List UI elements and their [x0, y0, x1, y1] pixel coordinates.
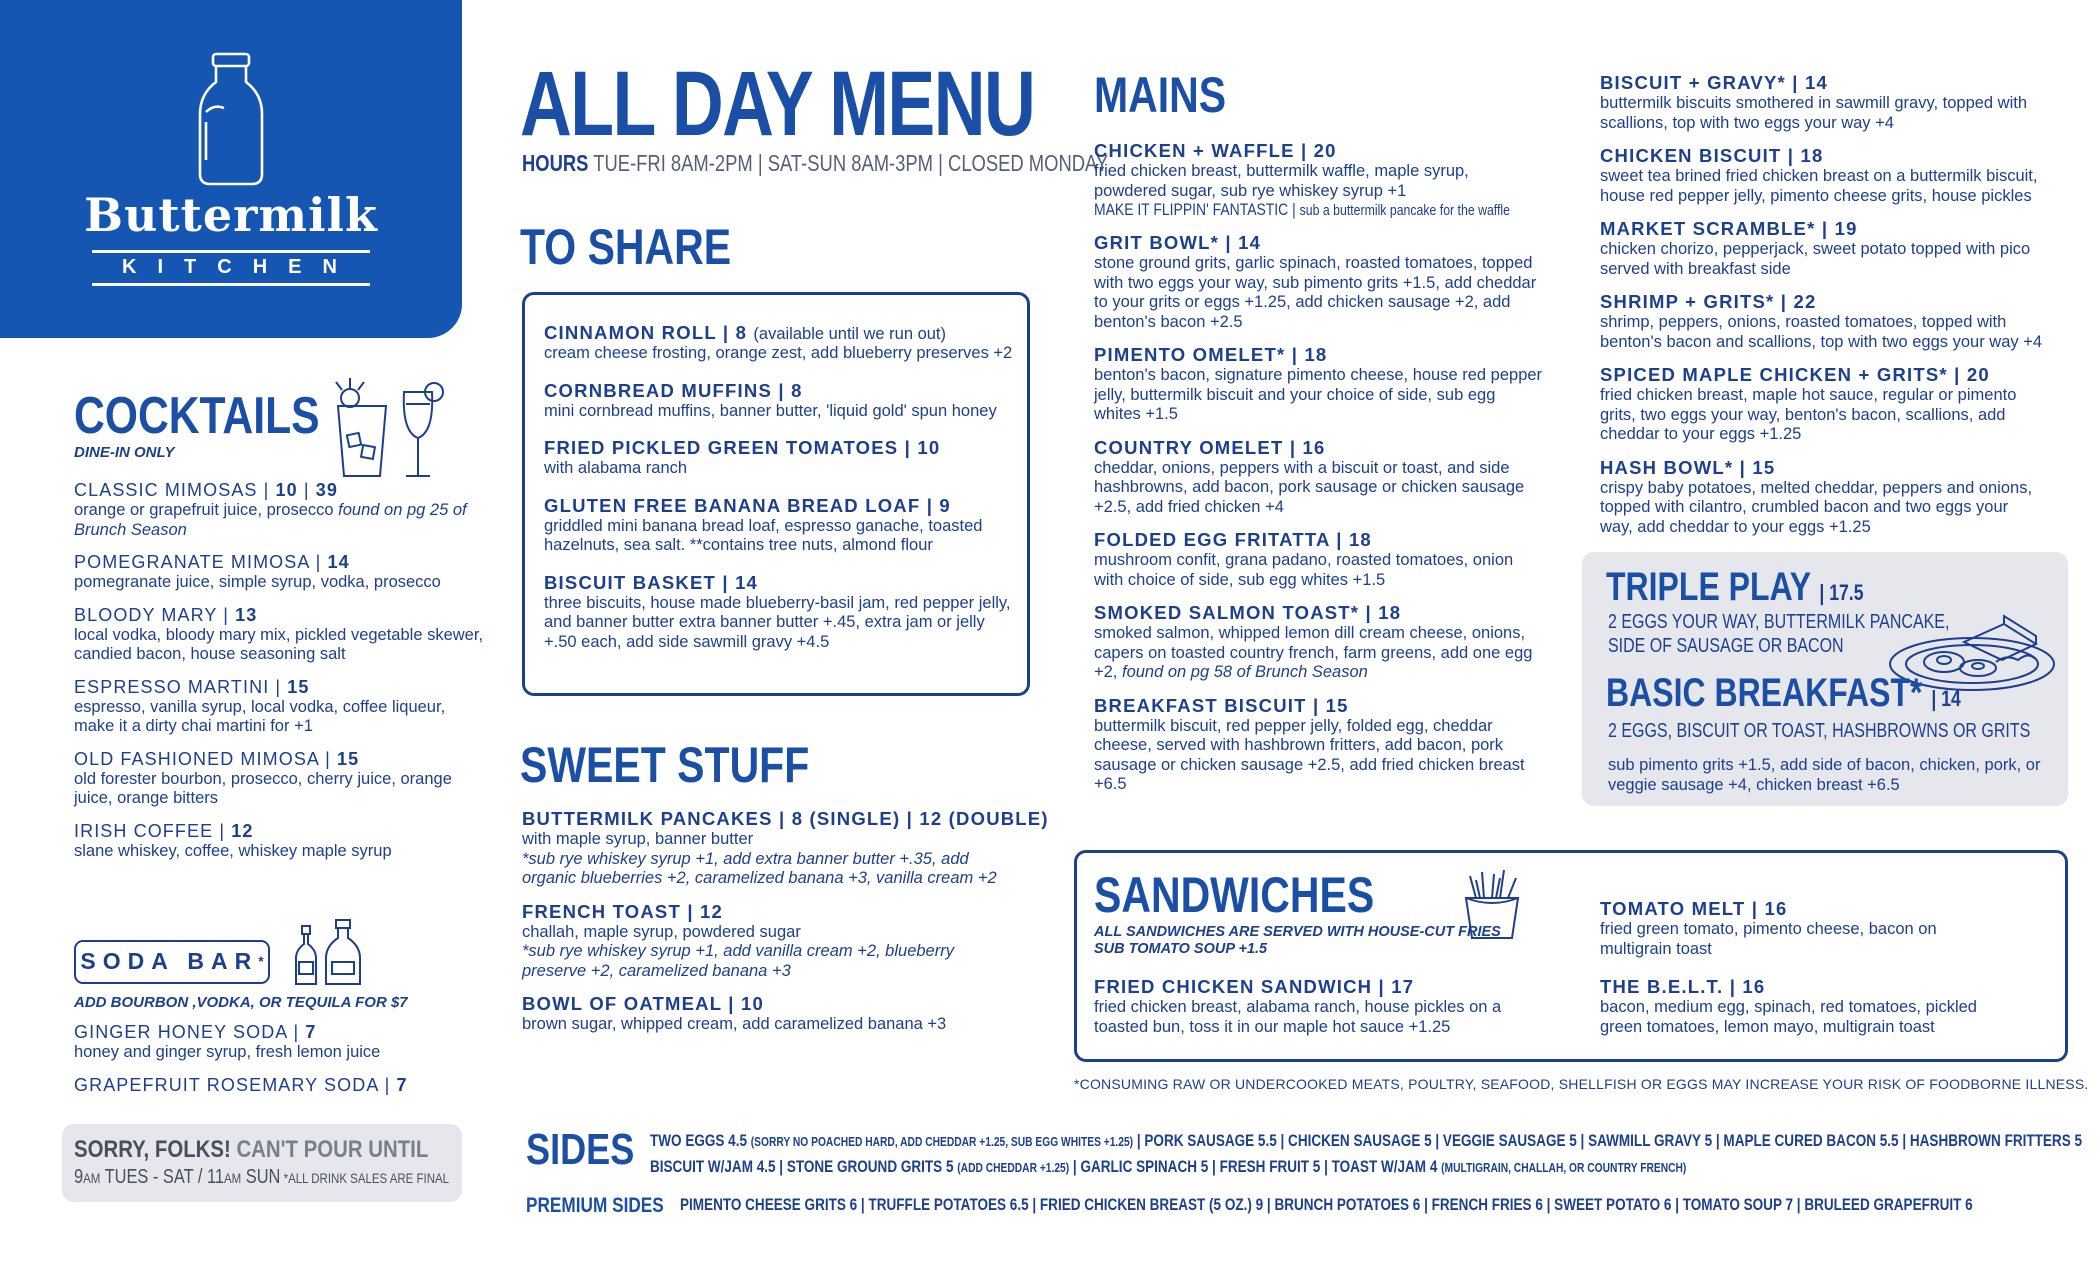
to-share-title: TO SHARE	[520, 219, 732, 275]
brand-sub: KITCHEN	[92, 250, 370, 286]
bottles-icon	[292, 918, 368, 988]
triple-play-title: TRIPLE PLAY	[1606, 565, 1811, 609]
list-item: IRISH COFFEE | 12 slane whiskey, coffee, whiskey maple syrup	[74, 820, 392, 860]
mains2-list	[1600, 72, 2045, 537]
list-item: CLASSIC MIMOSAS | 10 | 39 orange or grapefruit juice, prosecco found on pg 25 of Brunch Season	[74, 480, 467, 539]
list-item: FOLDED EGG FRITATTA | 18 mushroom confit, grana padano, roasted tomatoes, onion with choice of side, sub egg whites +1.5	[1094, 529, 1514, 589]
triple-play-price: 17.5	[1829, 580, 1864, 605]
list-item: CHICKEN BISCUIT | 18 sweet tea brined fried chicken breast on a buttermilk biscuit, house red pepper jelly, pimento cheese grits, house pickles	[1600, 145, 2038, 205]
cocktails-subtitle: DINE-IN ONLY	[74, 444, 175, 461]
brand-name: Buttermilk	[84, 188, 378, 242]
cocktail-glasses-icon	[328, 376, 446, 480]
premium-sides-line: PIMENTO CHEESE GRITS 6 | TRUFFLE POTATOES 6.5 | FRIED CHICKEN BREAST (5 OZ.) 9 | BRUNCH POTATOES 6 | FRENCH FRIES 6 | SWEET POTATO 6 | TOMATO SOUP 7 | BRULEED GRAPEFRUIT 6	[680, 1196, 1973, 1214]
hours-closed: CLOSED MONDAY	[948, 150, 1109, 176]
sandwiches-title: SANDWICHES	[1094, 867, 1375, 923]
sweet-stuff-title: SWEET STUFF	[520, 737, 810, 793]
list-item: COUNTRY OMELET | 16 cheddar, onions, peppers with a biscuit or toast, and side hashbrowns, add bacon, pork sausage or chicken sausage +2.5, add fried chicken +4	[1094, 436, 1525, 516]
menu-title-wrap	[520, 53, 1179, 155]
basic-breakfast-sub: sub pimento grits +1.5, add side of bacon, chicken, pork, or veggie sausage +4, chicken breast +6.5	[1608, 756, 2041, 794]
sandwiches-note: ALL SANDWICHES ARE SERVED WITH HOUSE-CUT FRIES	[1094, 924, 1501, 940]
list-item: BOWL OF OATMEAL | 10 brown sugar, whipped cream, add caramelized banana +3	[522, 993, 947, 1033]
list-item: BISCUIT BASKET | 14 three biscuits, house made blueberry-basil jam, red pepper jelly, and banner butter extra banner butter +.45, extra jam or jelly +.50 each, add side sawmill gravy +4.5	[544, 571, 1011, 651]
list-item: HASH BOWL* | 15 crispy baby potatoes, melted cheddar, peppers and onions, topped with cilantro, crumbled bacon and two eggs your way, add cheddar to your eggs +1.25	[1600, 456, 2033, 536]
basic-breakfast-title: BASIC BREAKFAST*	[1606, 671, 1923, 715]
premium-sides-title: PREMIUM SIDES	[526, 1194, 664, 1217]
list-item: OLD FASHIONED MIMOSA | 15 old forester bourbon, prosecco, cherry juice, orange juice, orange bitters	[74, 748, 452, 807]
list-item: SHRIMP + GRITS* | 22 shrimp, peppers, onions, roasted tomatoes, topped with benton's bacon and scallions, top with two eggs your way +4	[1600, 291, 2043, 351]
foodborne-disclaimer: *CONSUMING RAW OR UNDERCOOKED MEATS, POULTRY, SEAFOOD, SHELLFISH OR EGGS MAY INCREASE YOUR RISK OF FOODBORNE ILLNESS.	[1074, 1076, 2089, 1092]
mains-list	[1094, 140, 1544, 795]
list-item: THE B.E.L.T. | 16 bacon, medium egg, spinach, red tomatoes, pickled green tomatoes, lemon mayo, multigrain toast	[1600, 976, 1977, 1036]
milk-bottle-icon	[196, 52, 266, 187]
sides-title: SIDES	[526, 1125, 635, 1174]
soda-bar-note: ADD BOURBON ,VODKA, OR TEQUILA FOR $7	[74, 994, 408, 1011]
list-item: BREAKFAST BISCUIT | 15 buttermilk biscuit, red pepper jelly, folded egg, cheddar cheese, served with hashbrown fritters, add bacon, pork sausage or chicken sausage +2.5, add fried chicken breast +6.5	[1094, 694, 1525, 793]
list-item: TOMATO MELT | 16 fried green tomato, pimento cheese, bacon on multigrain toast	[1600, 898, 1937, 958]
hours-label: HOURS	[522, 150, 589, 176]
cocktails-title: COCKTAILS	[74, 387, 320, 445]
menu-title: ALL DAY MENU	[520, 53, 1035, 155]
hours-weekend: SAT-SUN 8AM-3PM	[767, 150, 934, 176]
hours-weekday: TUE-FRI 8AM-2PM	[593, 150, 753, 176]
cocktails-list	[74, 480, 484, 861]
list-item: CHICKEN + WAFFLE | 20 fried chicken breast, buttermilk waffle, maple syrup, powdered sugar, sub rye whiskey syrup +1 MAKE IT FLIPPIN' FANTASTIC | sub a buttermilk pancake for the waffle	[1094, 140, 1544, 220]
basic-breakfast-desc: 2 EGGS, BISCUIT OR TOAST, HASHBROWNS OR GRITS	[1608, 720, 2031, 742]
list-item: BUTTERMILK PANCAKES | 8 (SINGLE) | 12 (DOUBLE) with maple syrup, banner butter *sub rye whiskey syrup +1, add extra banner butter +.35, add organic blueberries +2, caramelized banana +3, vanilla cream +2	[522, 808, 1049, 887]
list-item: CINNAMON ROLL | 8 (available until we run out) cream cheese frosting, orange zest, add blueberry preserves +2	[544, 322, 1013, 362]
list-item: SPICED MAPLE CHICKEN + GRITS* | 20 fried chicken breast, maple hot sauce, regular or pimento grits, two eggs your way, benton's bacon, scallions, add cheddar to your eggs +1.25	[1600, 364, 2017, 443]
list-item: GINGER HONEY SODA | 7 honey and ginger syrup, fresh lemon juice	[74, 1022, 381, 1061]
to-share-list	[544, 322, 1014, 652]
list-item: GRAPEFRUIT ROSEMARY SODA | 7	[74, 1074, 408, 1095]
sandwiches-sub: SUB TOMATO SOUP +1.5	[1094, 941, 1268, 957]
hours-row: HOURS TUE-FRI 8AM-2PM | SAT-SUN 8AM-3PM | CLOSED MONDAY	[522, 150, 1109, 176]
sides-line-1: TWO EGGS 4.5 (SORRY NO POACHED HARD, ADD CHEDDAR +1.25, SUB EGG WHITES +1.25) | PORK SAUSAGE 5.5 | CHICKEN SAUSAGE 5 | VEGGIE SAUSAGE 5 | SAWMILL GRAVY 5 | MAPLE CURED BACON 5.5 | HASHBROWN FRITTERS 5	[650, 1132, 2083, 1150]
list-item: FRIED CHICKEN SANDWICH | 17 fried chicken breast, alabama ranch, house pickles on a toasted bun, toss it in our maple hot sauce +1.25	[1094, 976, 1502, 1036]
list-item: ESPRESSO MARTINI | 15 espresso, vanilla syrup, local vodka, coffee liqueur, make it a dirty chai martini for +1	[74, 676, 446, 735]
list-item: SMOKED SALMON TOAST* | 18 smoked salmon, whipped lemon dill cream cheese, onions, capers on toasted country french, farm greens, add one egg +2, found on pg 58 of Brunch Season	[1094, 602, 1533, 681]
flippin-row: MAKE IT FLIPPIN' FANTASTIC | sub a buttermilk pancake for the waffle	[1094, 200, 1510, 219]
list-item: GLUTEN FREE BANANA BREAD LOAF | 9 griddled mini banana bread loaf, espresso ganache, toasted hazelnuts, sea salt. **contains tree nuts, almond flour	[544, 494, 983, 554]
soda-bar-badge: SODA BAR*	[74, 940, 270, 984]
soda-list	[74, 1022, 484, 1096]
list-item: FRENCH TOAST | 12 challah, maple syrup, powdered sugar *sub rye whiskey syrup +1, add vanilla cream +2, blueberry preserve +2, caramelized banana +3	[522, 900, 954, 980]
list-item: PIMENTO OMELET* | 18 benton's bacon, signature pimento cheese, house red pepper jelly, buttermilk biscuit and your choice of side, sub egg whites +1.5	[1094, 344, 1543, 423]
list-item: FRIED PICKLED GREEN TOMATOES | 10 with alabama ranch	[544, 437, 941, 477]
list-item: BLOODY MARY | 13 local vodka, bloody mary mix, pickled vegetable skewer, candied bacon, house seasoning salt	[74, 604, 484, 663]
basic-breakfast-price: 14	[1941, 686, 1961, 711]
sides-line-2: BISCUIT W/JAM 4.5 | STONE GROUND GRITS 5 (ADD CHEDDAR +1.25) | GARLIC SPINACH 5 | FRESH FRUIT 5 | TOAST W/JAM 4 (MULTIGRAIN, CHALLAH, OR COUNTRY FRENCH)	[650, 1158, 1687, 1176]
sweet-list	[522, 808, 1049, 1035]
list-item: GRIT BOWL* | 14 stone ground grits, garlic spinach, roasted tomatoes, topped with two eggs your way, sub pimento grits +1.5, add cheddar to your grits or eggs +1.25, add chicken sausage +2, add benton's bacon +2.5	[1094, 232, 1537, 331]
list-item: CORNBREAD MUFFINS | 8 mini cornbread muffins, banner butter, 'liquid gold' spun honey	[544, 379, 997, 420]
mains-title: MAINS	[1094, 67, 1227, 123]
list-item: MARKET SCRAMBLE* | 19 chicken chorizo, pepperjack, sweet potato topped with pico served with breakfast side	[1600, 218, 2031, 278]
list-item: POMEGRANATE MIMOSA | 14 pomegranate juice, simple syrup, vodka, prosecco	[74, 552, 441, 591]
list-item: BISCUIT + GRAVY* | 14 buttermilk biscuits smothered in sawmill gravy, topped with scallions, top with two eggs your way +4	[1600, 72, 2028, 132]
